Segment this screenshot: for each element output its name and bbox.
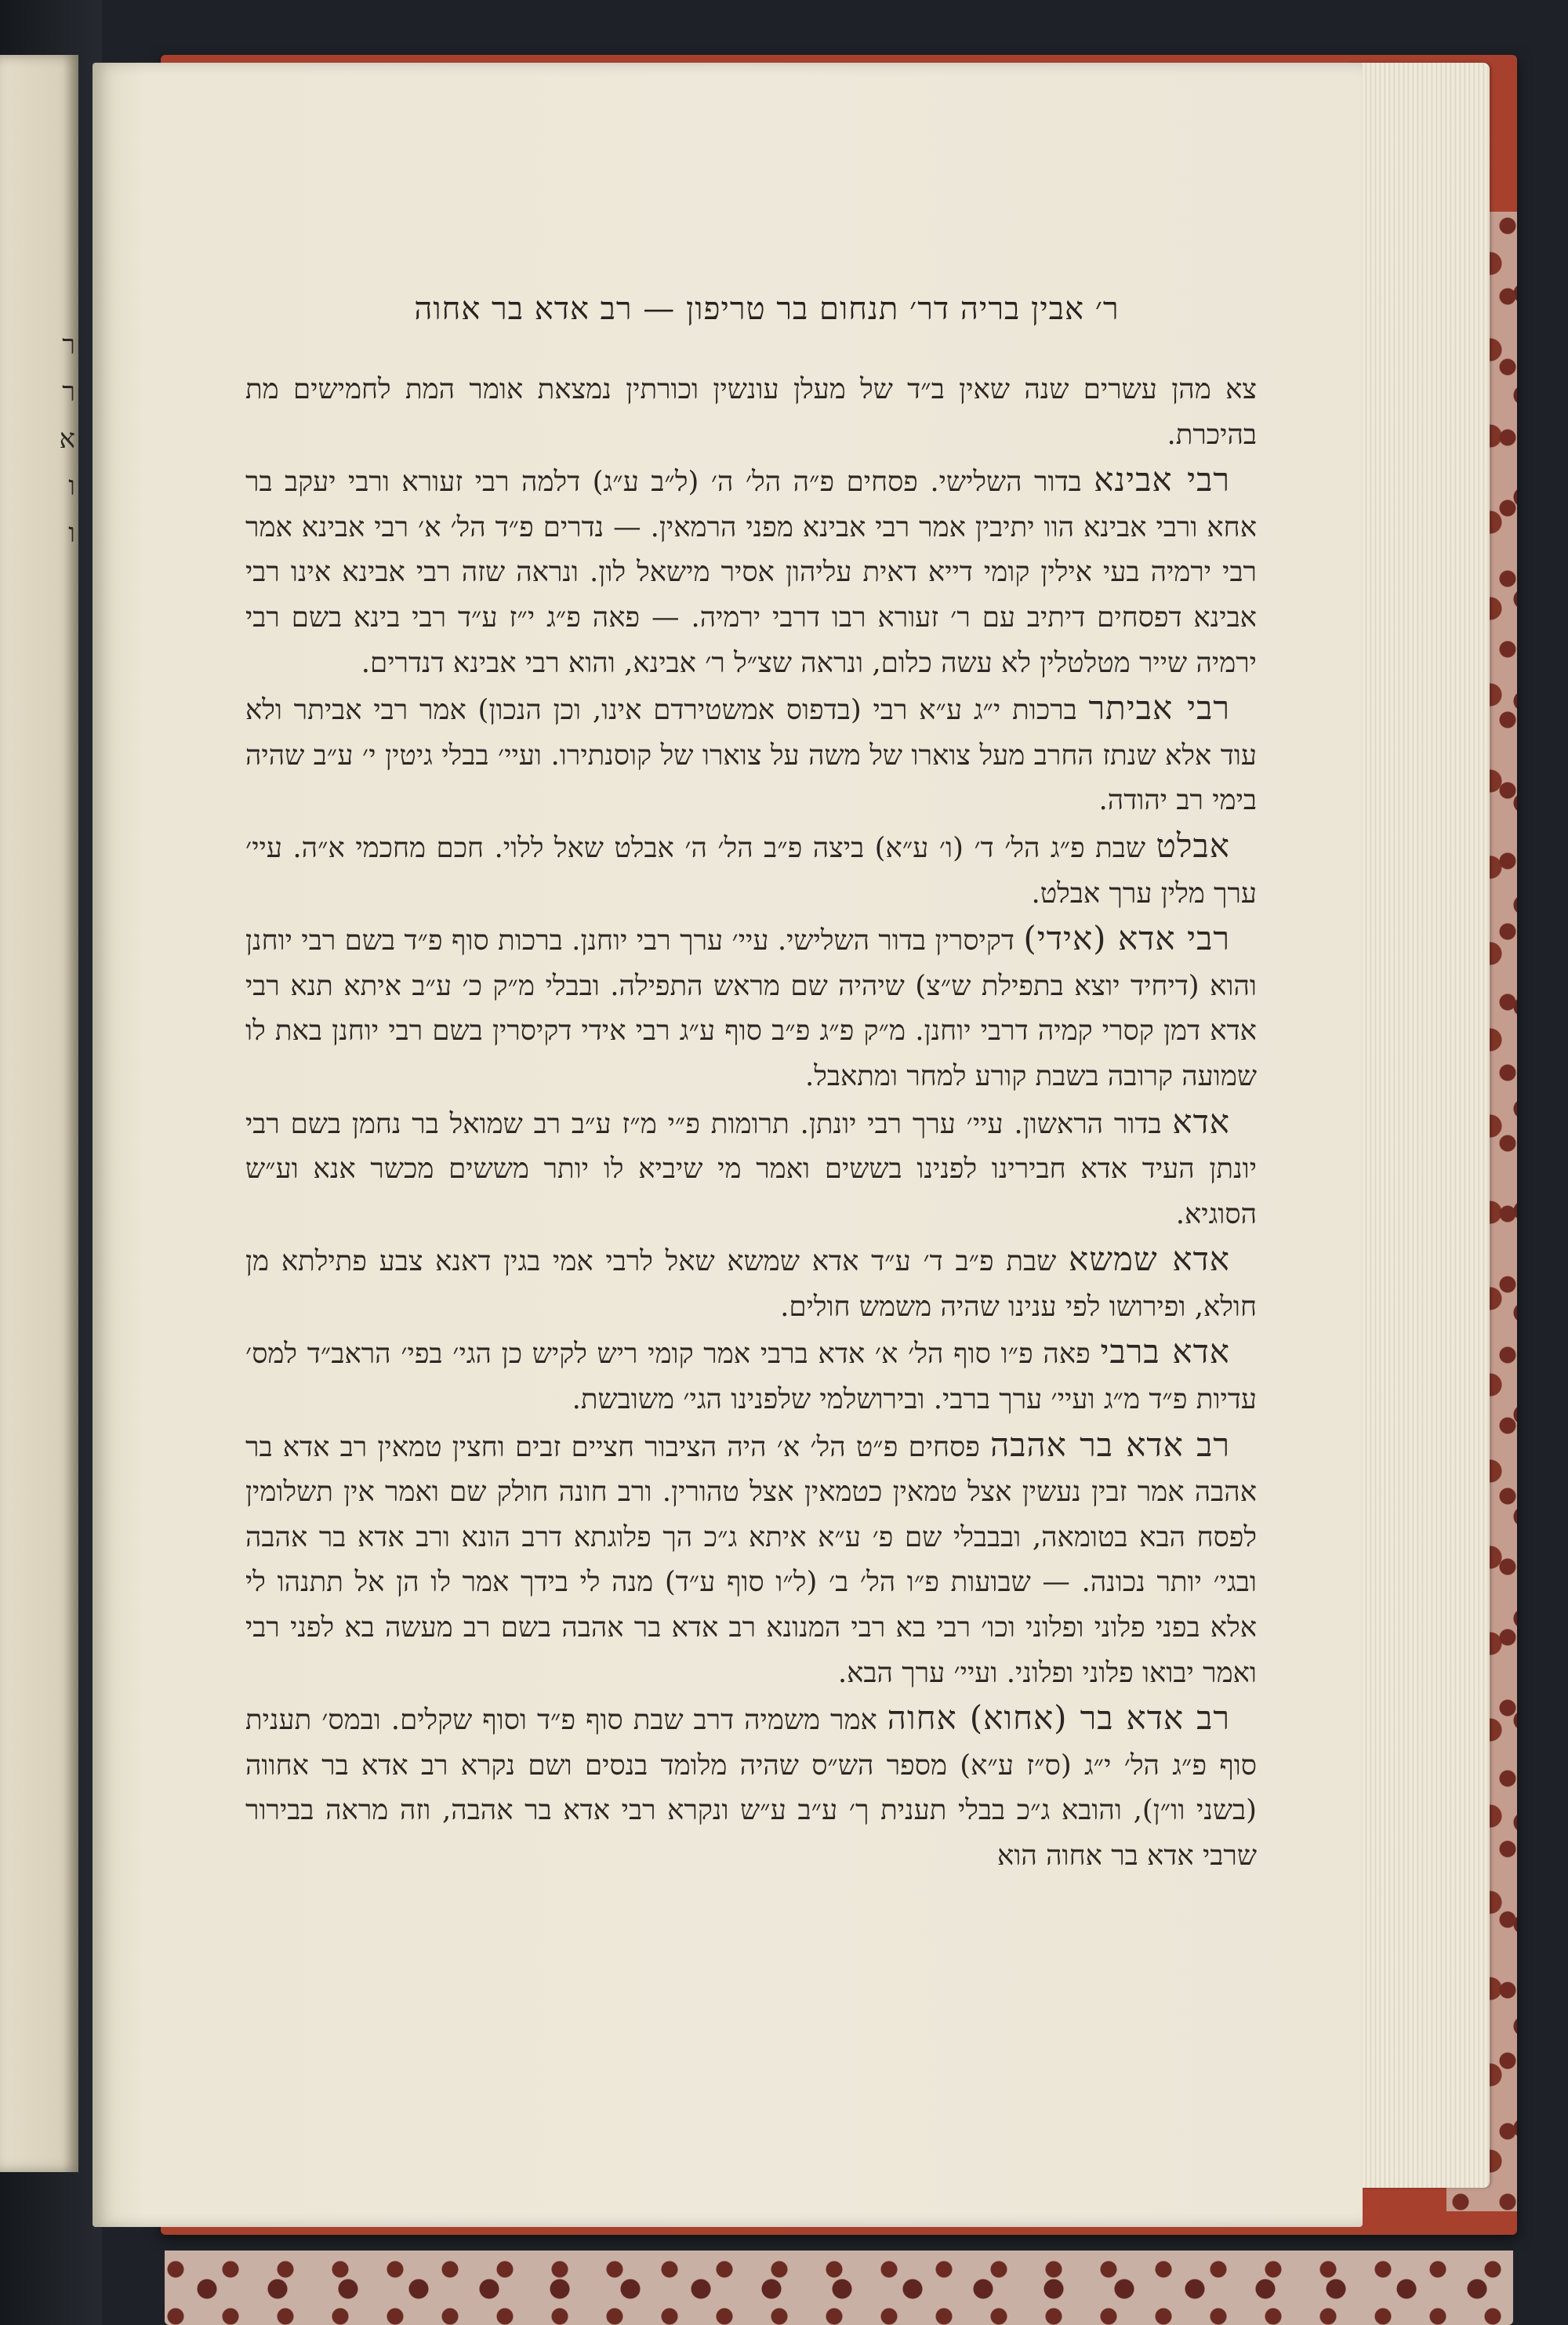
paragraph	[245, 1329, 1257, 1422]
left-page-fragment: ו	[68, 518, 75, 549]
entry-headword: אדא	[1172, 1102, 1230, 1141]
entry-headword: אדא ברבי	[1100, 1332, 1230, 1371]
entry-headword: רבי אבינא	[1094, 460, 1230, 500]
entry-headword: רבי אדא (אידי)	[1023, 919, 1230, 958]
entry-headword: רב אדא בר (אחוא) אחוה	[887, 1698, 1230, 1738]
book-page	[93, 63, 1363, 2227]
paragraph	[245, 1422, 1257, 1696]
paragraph	[245, 1695, 1257, 1878]
paragraph	[245, 1237, 1257, 1329]
page-body	[245, 365, 1257, 1879]
left-page-fragment: א	[59, 423, 75, 455]
entry-text: ברכות י״ג ע״א רבי (בדפוס אמשטירדם אינו, וכן הנכון) אמר רבי אביתר ולא עוד אלא שנתז החרב מעל צוארו של משה על צוארו של קוסנתירו. ועיי׳ בבלי גיטין י׳ ע״ב שהיה בימי רב יהודה.	[245, 694, 1257, 817]
paragraph	[245, 365, 1257, 457]
entry-text: שבת פ״ב ד׳ ע״ד אדא שמשא שאל לרבי אמי בגין דאנא צבע פתילתא מן חולא, ופירושו לפי ענינו שהיה משמש חולים.	[245, 1245, 1257, 1323]
left-page-fragment: ר	[62, 376, 75, 408]
page-block-edges	[1348, 63, 1490, 2188]
entry-headword: רבי אביתר	[1088, 688, 1230, 728]
entry-headword: אבלט	[1156, 826, 1230, 865]
marbled-bottom-edge	[165, 2251, 1513, 2325]
running-header: ר׳ אבין בריה דר׳ תנחום בר טריפון — רב אדא בר אחוה	[414, 291, 1120, 327]
entry-headword: אדא שמשא	[1069, 1240, 1230, 1279]
entry-text: שבת פ״ג הל׳ ד׳ (ו׳ ע״א) ביצה פ״ב הל׳ ה׳ אבלט שאל ללוי. חכם מחכמי א״ה. עיי׳ ערך מלין ערך אבלט.	[245, 831, 1257, 910]
entry-text: פאה פ״ו סוף הל׳ א׳ אדא ברבי אמר קומי ריש לקיש כן הגי׳ בפי׳ הראב״ד למס׳ עדיות פ״ד מ״ג ועיי׳ ערך ברבי. ובירושלמי שלפנינו הגי׳ משובשת.	[245, 1338, 1257, 1416]
entry-text: פסחים פ״ט הל׳ א׳ היה הציבור חציים זבים וחצין טמאין רב אדא בר אהבה אמר זבין נעשין אצל טמאין כטמאין אצל טהורין. ורב חונה חולק שם ואמר אין תשלומין לפסח הבא בטומאה, ובבבלי שם פ׳ ע״א איתא ג״כ הך פלוגתא דרב הונא ורב אדא בר אהבה ובגי׳ יותר נכונה. — שבועות פ״ו הל׳ ב׳ (ל״ו סוף ע״ד) מנה לי בידך אמר לו הן אל תתנהו לי אלא בפני פלוני ופלוני וכו׳ רבי בא רבי המנונא רב אדא בר אהבה בשם רב מעשה בא לפני רבי ואמר יבואו פלוני ופלוני. ועיי׳ ערך הבא.	[245, 1430, 1257, 1689]
left-page-fragment: ו	[68, 470, 75, 502]
paragraph	[245, 823, 1257, 916]
entry-text: צא מהן עשרים שנה שאין ב״ד של מעלן עונשין וכורתין נמצאת אומר המת לחמישים מת בהיכרת.	[245, 373, 1257, 451]
entry-headword: רב אדא בר אהבה	[990, 1425, 1230, 1464]
paragraph	[245, 685, 1257, 823]
paragraph	[245, 916, 1257, 1099]
entry-text: אמר משמיה דרב שבת סוף פ״ד וסוף שקלים. ובמס׳ תענית סוף פ״ג הל׳ י״ג (ס״ז ע״א) מספר הש״ס שהיה מלומד בנסים ושם נקרא רב אדא בר אחווה (בשני וו״ן), והובא ג״כ בבלי תענית ך׳ ע״ב ע״ש ונקרא רבי אדא בר אהבה, וזה מראה בבירור שרבי אדא בר אחוה הוא	[245, 1704, 1257, 1872]
left-page-fragment: ר	[62, 329, 75, 361]
left-facing-page	[0, 55, 78, 2172]
entry-text: בדור השלישי. פסחים פ״ה הל׳ ה׳ (ל״ב ע״ג) דלמה רבי זעורא ורבי יעקב בר אחא ורבי אבינא הוו יתיבין אמר רבי אבינא מפני הרמאין. — נדרים פ״ד הל׳ א׳ רבי אבינא אמר רבי ירמיה בעי אילין קומי דייא דאית עליהון אסיר מישאל לון. ונראה שזה רבי אבינא אינו רבי אבינא דפסחים דיתיב עם ר׳ זעורא רבו דרבי ירמיה. — פאה פ״ג י״ז ע״ד רבי בינא בשם רבי ירמיה שייר מטלטלין לא עשה כלום, ונראה שצ״ל ר׳ אבינא, והוא רבי אבינא דנדרים.	[245, 466, 1257, 679]
paragraph	[245, 457, 1257, 685]
entry-text: דקיסרין בדור השלישי. עיי׳ ערך רבי יוחנן. ברכות סוף פ״ד בשם רבי יוחנן והוא (דיחיד יוצא בתפילת ש״צ) שיהיה שם מראש התפילה. ובבלי מ״ק כ׳ ע״ב איתא תנא רבי אדא דמן קסרי קמיה דרבי יוחנן. מ״ק פ״ג פ״ב סוף ע״ג רבי אידי דקיסרין בשם רבי יוחנן באת לו שמועה קרובה בשבת קורע למחר ומתאבל.	[245, 925, 1257, 1092]
entry-text: בדור הראשון. עיי׳ ערך רבי יונתן. תרומות פ״י מ״ז ע״ב רב שמואל בר נחמן בשם רבי יונתן העיד אדא חבירינו לפנינו בששים ואמר מי שיביא לו יותר מששים מכשר אנא וע״ש הסוגיא.	[245, 1107, 1257, 1230]
paragraph	[245, 1099, 1257, 1237]
